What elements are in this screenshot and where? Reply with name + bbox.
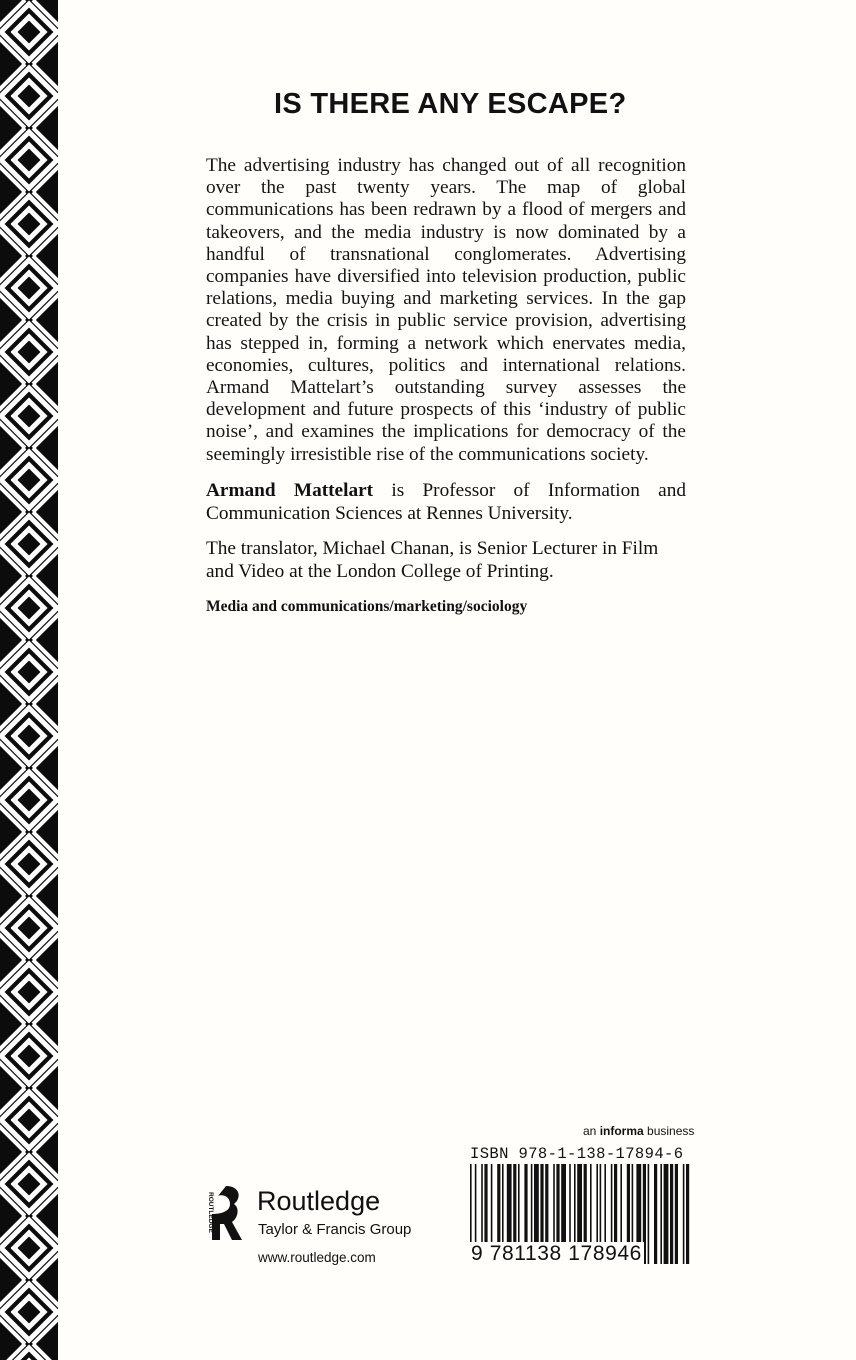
translator-note: The translator, Michael Chanan, is Senior Lecturer in Film and Video at the London College of Printing. [206,538,659,582]
barcode-bar [654,1164,657,1264]
barcode-bar [683,1164,685,1264]
barcode-bar [670,1164,673,1264]
informa-tagline [583,1124,694,1138]
informa-suffix: business [643,1124,695,1138]
barcode-bar [648,1164,650,1264]
barcode-digits: 9 781138 178946 [471,1242,642,1265]
decorative-spine-pattern [0,0,58,1360]
informa-prefix: an [583,1124,600,1138]
barcode-bar [686,1164,689,1264]
logo-wordmark: ROUTLEDGE [207,1192,214,1233]
routledge-logo-icon [206,1184,246,1244]
isbn-label: ISBN 978-1-138-17894-6 [470,1145,684,1163]
publisher-name: Routledge [257,1186,381,1216]
book-description: The advertising industry has changed out of all recognition over the past twenty years. The map of global communications has been redrawn by a flood of mergers and takeovers, and the media industry is now dominated by a handful of transnational conglomerates. Advertising companies have diversified into television production, public relations, media buying and marketing services. In the gap created by the crisis in public service provision, advertising has stepped in, forming a network which enervates media, economies, cultures, politics and international relations. Armand Mattelart’s outstanding survey assesses the development and future prospects of this ‘industry of public noise’, and examines the implications for democracy of the seemingly irresistible rise of the communications society. [206,155,686,465]
publisher-url[interactable]: www.routledge.com [258,1250,376,1265]
back-cover-title: IS THERE ANY ESCAPE? [274,88,627,120]
informa-brand: informa [599,1124,644,1138]
barcode-bar [660,1164,662,1264]
author-bio [206,479,686,525]
subject-category: Media and communications/marketing/sociology [206,598,528,615]
author-name: Armand Mattelart [206,480,374,501]
publisher-group: Taylor & Francis Group [258,1221,412,1238]
barcode-bar [675,1164,678,1264]
diamond-pattern [0,0,58,1360]
barcode-bar [664,1164,669,1264]
author-bio-text: is Professor of Information and Communication Sciences at Rennes University. [206,480,686,524]
